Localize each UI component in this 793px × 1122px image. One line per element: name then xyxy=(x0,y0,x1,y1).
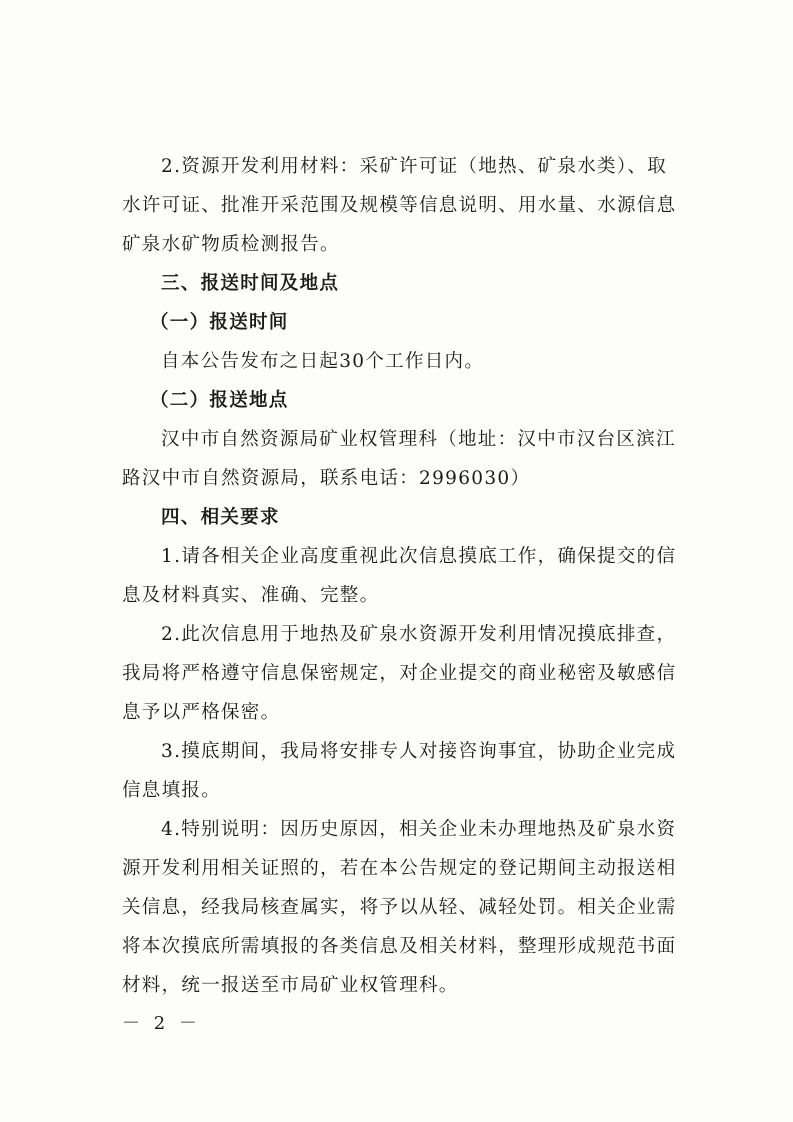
req-2-line-1: 2.此次信息用于地热及矿泉水资源开发利用情况摸底排查， xyxy=(161,624,677,645)
para-resource-materials-line-3: 矿泉水矿物质检测报告。 xyxy=(122,234,340,255)
para-submission-place-line-1: 汉中市自然资源局矿业权管理科（地址：汉中市汉台区滨江 xyxy=(161,429,676,450)
page-number: － 2 － xyxy=(122,1013,201,1034)
req-2-line-2: 我局将严格遵守信息保密规定，对企业提交的商业秘密及敏感信 xyxy=(122,663,677,684)
para-submission-place-line-2: 路汉中市自然资源局，联系电话：2996030） xyxy=(122,468,531,489)
para-resource-materials-line-2: 水许可证、批准开采范围及规模等信息说明、用水量、水源信息 xyxy=(122,195,677,216)
req-2-line-3: 息予以严格保密。 xyxy=(122,702,281,723)
subheading-submission-time: （一）报送时间 xyxy=(150,312,289,333)
req-3-line-1: 3.摸底期间，我局将安排专人对接咨询事宜，协助企业完成 xyxy=(161,741,677,762)
req-4-line-3: 关信息，经我局核查属实，将予以从轻、减轻处罚。相关企业需 xyxy=(122,897,677,918)
req-4-line-2: 源开发利用相关证照的，若在本公告规定的登记期间主动报送相 xyxy=(122,858,677,879)
para-submission-time: 自本公告发布之日起30个工作日内。 xyxy=(161,351,485,372)
para-resource-materials-line-1: 2.资源开发利用材料：采矿许可证（地热、矿泉水类）、取 xyxy=(161,156,668,177)
section-heading-requirements: 四、相关要求 xyxy=(161,507,280,528)
subheading-submission-place: （二）报送地点 xyxy=(150,390,289,411)
req-3-line-2: 信息填报。 xyxy=(122,780,222,801)
req-4-line-4: 将本次摸底所需填报的各类信息及相关材料，整理形成规范书面 xyxy=(122,936,677,957)
section-heading-time-place: 三、报送时间及地点 xyxy=(161,273,340,294)
req-4-line-1: 4.特别说明：因历史原因，相关企业未办理地热及矿泉水资 xyxy=(161,819,677,840)
req-1-line-2: 息及材料真实、准确、完整。 xyxy=(122,585,380,606)
req-1-line-1: 1.请各相关企业高度重视此次信息摸底工作，确保提交的信 xyxy=(161,546,677,567)
req-4-line-5: 材料，统一报送至市局矿业权管理科。 xyxy=(122,975,459,996)
